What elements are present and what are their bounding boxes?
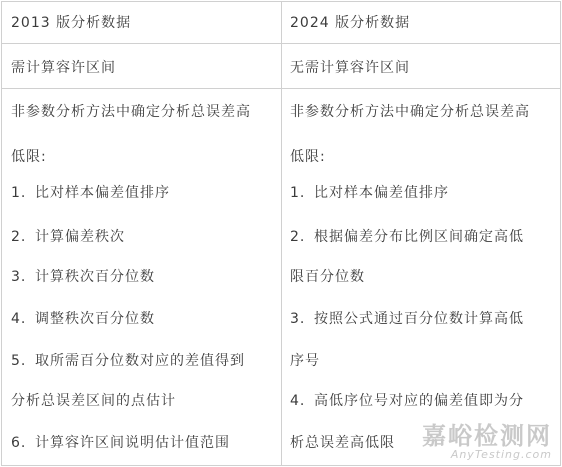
step-number: 4. <box>290 393 306 409</box>
right-step-4-cont: 析总误差高低限 <box>290 435 395 451</box>
header-2024: 2024 版分析数据 <box>290 15 411 31</box>
column-divider <box>281 2 282 465</box>
step-number: 1. <box>290 185 306 201</box>
left-intro-line1: 非参数分析方法中确定分析总误差高 <box>11 104 251 120</box>
row-divider <box>2 88 560 89</box>
step-number: 6. <box>11 435 27 451</box>
right-intro-line2: 低限: <box>290 149 326 165</box>
left-step-5-cont: 分析总误差区间的点估计 <box>11 393 176 409</box>
comparison-table <box>1 1 561 466</box>
step-text: 高低序位号对应的偏差值即为分 <box>314 393 524 409</box>
watermark-cn: 嘉峪检测网 <box>422 422 552 450</box>
right-step-2-cont: 限百分位数 <box>290 269 365 285</box>
row-divider <box>2 43 560 44</box>
step-number: 3. <box>11 269 27 285</box>
step-text: 比对样本偏差值排序 <box>35 185 170 201</box>
right-intro-line1: 非参数分析方法中确定分析总误差高 <box>290 104 530 120</box>
left-step-5 <box>11 352 245 370</box>
left-step-3 <box>11 268 155 286</box>
step-number: 3. <box>290 311 306 327</box>
step-text: 取所需百分位数对应的差值得到 <box>35 353 245 369</box>
step-text: 比对样本偏差值排序 <box>314 185 449 201</box>
step-text: 根据偏差分布比例区间确定高低 <box>314 229 524 245</box>
step-text: 调整秩次百分位数 <box>35 311 155 327</box>
right-step-2 <box>290 228 524 246</box>
step-text: 按照公式通过百分位数计算高低 <box>314 311 524 327</box>
left-step-6 <box>11 434 230 452</box>
right-step-3-cont: 序号 <box>290 353 320 369</box>
right-step-4 <box>290 392 524 410</box>
step-text: 计算秩次百分位数 <box>35 269 155 285</box>
step-text: 计算容许区间说明估计值范围 <box>35 435 230 451</box>
step-text: 计算偏差秩次 <box>35 229 125 245</box>
watermark-en: AnyTesting.com <box>450 448 552 461</box>
right-step-3 <box>290 310 524 328</box>
step-number: 2. <box>11 229 27 245</box>
step-number: 1. <box>11 185 27 201</box>
row2-2013: 需计算容许区间 <box>11 60 116 76</box>
left-step-4 <box>11 310 155 328</box>
row2-2024: 无需计算容许区间 <box>290 60 410 76</box>
left-intro-line2: 低限: <box>11 149 47 165</box>
step-number: 4. <box>11 311 27 327</box>
step-number: 5. <box>11 353 27 369</box>
right-step-1 <box>290 184 449 202</box>
left-step-1 <box>11 184 170 202</box>
left-step-2 <box>11 228 125 246</box>
header-2013: 2013 版分析数据 <box>11 15 132 31</box>
step-number: 2. <box>290 229 306 245</box>
